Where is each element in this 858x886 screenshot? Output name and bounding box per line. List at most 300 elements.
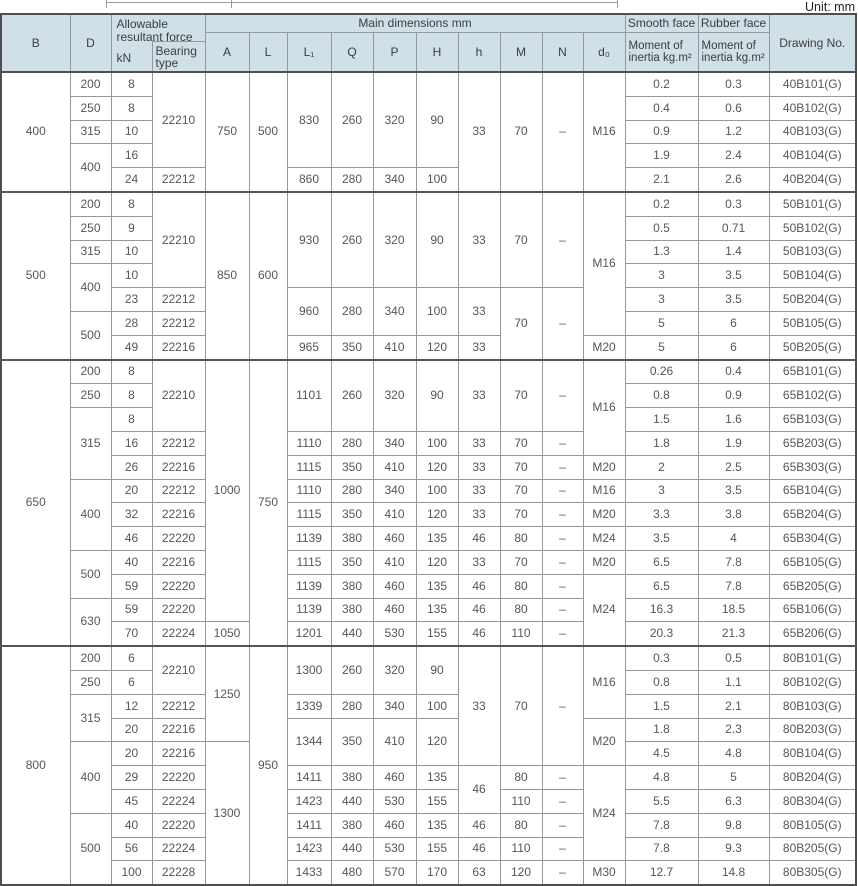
cell-q: 280	[331, 694, 373, 718]
cell-n: –	[542, 72, 583, 192]
cell-rubber-moment: 6	[698, 335, 769, 359]
cell-d: 400	[70, 264, 111, 312]
cell-bearing-type: 22220	[152, 527, 205, 551]
cell-kn: 59	[111, 574, 152, 598]
cell-drawing-no: 50B205(G)	[769, 335, 856, 359]
cell-l1: 1139	[287, 574, 331, 598]
col-header-h-low: h	[458, 33, 500, 73]
cell-n: –	[542, 527, 583, 551]
cell-d: 500	[70, 813, 111, 885]
cell-rubber-moment: 1.6	[698, 408, 769, 432]
cell-n: –	[542, 789, 583, 813]
cell-kn: 10	[111, 240, 152, 264]
cell-kn: 40	[111, 813, 152, 837]
cell-bearing-type: 22228	[152, 861, 205, 885]
cell-h-cap: 135	[416, 813, 458, 837]
cell-h-cap: 100	[416, 431, 458, 455]
cell-d0: M16	[583, 360, 625, 456]
cell-smooth-moment: 1.3	[625, 240, 698, 264]
cell-h-cap: 100	[416, 168, 458, 192]
cell-kn: 9	[111, 216, 152, 240]
cell-h-cap: 100	[416, 479, 458, 503]
cell-smooth-moment: 1.8	[625, 718, 698, 742]
cell-drawing-no: 80B305(G)	[769, 861, 856, 885]
cell-kn: 24	[111, 168, 152, 192]
cell-bearing-type: 22220	[152, 813, 205, 837]
cell-smooth-moment: 0.8	[625, 670, 698, 694]
cell-smooth-moment: 3	[625, 264, 698, 288]
cell-d: 315	[70, 120, 111, 144]
cell-kn: 16	[111, 431, 152, 455]
cell-drawing-no: 65B102(G)	[769, 384, 856, 408]
cell-q: 440	[331, 622, 373, 646]
cell-drawing-no: 40B102(G)	[769, 96, 856, 120]
cell-a: 1300	[205, 742, 249, 885]
cell-d: 200	[70, 360, 111, 384]
cell-d: 400	[70, 144, 111, 192]
cell-p: 460	[373, 766, 416, 790]
cell-p: 340	[373, 288, 416, 336]
cell-rubber-moment: 4.8	[698, 742, 769, 766]
cell-h-cap: 135	[416, 598, 458, 622]
cell-n: –	[542, 550, 583, 574]
table-row	[1, 598, 856, 622]
cell-d0: M20	[583, 335, 625, 359]
cell-d: 500	[70, 311, 111, 359]
cell-kn: 10	[111, 120, 152, 144]
cell-l1: 1115	[287, 550, 331, 574]
cell-d0: M20	[583, 550, 625, 574]
cell-q: 280	[331, 479, 373, 503]
cell-p: 410	[373, 455, 416, 479]
cell-q: 380	[331, 574, 373, 598]
cell-smooth-moment: 0.2	[625, 192, 698, 216]
cell-n: –	[542, 574, 583, 598]
cell-p: 320	[373, 646, 416, 694]
cell-l: 500	[249, 72, 287, 192]
cell-h-cap: 135	[416, 766, 458, 790]
cell-bearing-type: 22220	[152, 766, 205, 790]
cell-q: 380	[331, 598, 373, 622]
cell-h-cap: 90	[416, 72, 458, 168]
col-header-rubber-face: Rubber face	[698, 14, 769, 33]
cell-h-low: 33	[458, 646, 500, 765]
cell-p: 320	[373, 360, 416, 432]
cell-h-cap: 120	[416, 335, 458, 359]
table-row	[1, 861, 856, 885]
cell-d0: M20	[583, 718, 625, 766]
cell-q: 350	[331, 503, 373, 527]
cell-l1: 1433	[287, 861, 331, 885]
table-row	[1, 503, 856, 527]
cell-smooth-moment: 1.8	[625, 431, 698, 455]
table-row	[1, 360, 856, 384]
cell-l: 600	[249, 192, 287, 360]
cell-h-cap: 90	[416, 646, 458, 694]
cell-n: –	[542, 192, 583, 288]
cell-p: 410	[373, 503, 416, 527]
cell-p: 530	[373, 789, 416, 813]
cell-m: 80	[500, 574, 542, 598]
cell-m: 80	[500, 766, 542, 790]
cell-l1: 960	[287, 288, 331, 336]
cell-bearing-type: 22216	[152, 742, 205, 766]
cell-n: –	[542, 455, 583, 479]
cell-kn: 6	[111, 646, 152, 670]
cell-smooth-moment: 6.5	[625, 550, 698, 574]
cell-rubber-moment: 18.5	[698, 598, 769, 622]
cell-d: 315	[70, 408, 111, 479]
cell-rubber-moment: 0.9	[698, 384, 769, 408]
cell-m: 70	[500, 360, 542, 432]
table-row	[1, 694, 856, 718]
cell-smooth-moment: 5.5	[625, 789, 698, 813]
table-row	[1, 574, 856, 598]
cell-drawing-no: 65B205(G)	[769, 574, 856, 598]
cell-l1: 1139	[287, 527, 331, 551]
cell-h-low: 46	[458, 574, 500, 598]
cell-smooth-moment: 4.8	[625, 766, 698, 790]
cell-smooth-moment: 3	[625, 479, 698, 503]
cell-rubber-moment: 7.8	[698, 550, 769, 574]
cell-h-cap: 120	[416, 718, 458, 766]
cell-drawing-no: 65B206(G)	[769, 622, 856, 646]
cell-rubber-moment: 21.3	[698, 622, 769, 646]
cell-d: 200	[70, 192, 111, 216]
cell-l1: 1110	[287, 479, 331, 503]
cell-kn: 10	[111, 264, 152, 288]
cell-smooth-moment: 0.26	[625, 360, 698, 384]
cell-rubber-moment: 3.5	[698, 479, 769, 503]
cell-q: 260	[331, 646, 373, 694]
cell-h-cap: 135	[416, 574, 458, 598]
col-header-m: M	[500, 33, 542, 73]
cell-m: 70	[500, 192, 542, 288]
cropped-figure-remnant-tick	[617, 0, 618, 8]
cell-h-cap: 100	[416, 288, 458, 336]
col-header-q: Q	[331, 33, 373, 73]
cell-smooth-moment: 0.9	[625, 120, 698, 144]
cell-bearing-type: 22220	[152, 598, 205, 622]
cell-smooth-moment: 1.5	[625, 408, 698, 432]
cell-kn: 8	[111, 72, 152, 96]
cell-h-low: 46	[458, 527, 500, 551]
cell-h-cap: 120	[416, 503, 458, 527]
table-row	[1, 527, 856, 551]
cell-bearing-type: 22212	[152, 479, 205, 503]
cell-h-cap: 120	[416, 550, 458, 574]
cell-bearing-type: 22224	[152, 837, 205, 861]
cell-kn: 8	[111, 384, 152, 408]
cell-smooth-moment: 2	[625, 455, 698, 479]
cell-q: 380	[331, 766, 373, 790]
col-header-p: P	[373, 33, 416, 73]
cell-a: 1000	[205, 360, 249, 622]
table-row	[1, 72, 856, 96]
cell-p: 570	[373, 861, 416, 885]
col-header-d0: d₀	[583, 33, 625, 73]
cell-l1: 830	[287, 72, 331, 168]
cell-d: 315	[70, 240, 111, 264]
cell-p: 530	[373, 622, 416, 646]
cell-rubber-moment: 1.4	[698, 240, 769, 264]
cell-h-low: 33	[458, 72, 500, 192]
cell-n: –	[542, 861, 583, 885]
cell-drawing-no: 50B103(G)	[769, 240, 856, 264]
cell-a: 1250	[205, 646, 249, 742]
cell-kn: 8	[111, 360, 152, 384]
cell-smooth-moment: 4.5	[625, 742, 698, 766]
cell-h-cap: 170	[416, 861, 458, 885]
cell-kn: 70	[111, 622, 152, 646]
cell-smooth-moment: 7.8	[625, 837, 698, 861]
cell-drawing-no: 65B104(G)	[769, 479, 856, 503]
cell-kn: 32	[111, 503, 152, 527]
cell-smooth-moment: 5	[625, 335, 698, 359]
cell-bearing-type: 22212	[152, 431, 205, 455]
cell-rubber-moment: 14.8	[698, 861, 769, 885]
cell-l1: 1300	[287, 646, 331, 694]
cell-smooth-moment: 2.1	[625, 168, 698, 192]
cell-p: 530	[373, 837, 416, 861]
cell-l1: 1339	[287, 694, 331, 718]
cell-kn: 20	[111, 742, 152, 766]
cell-m: 80	[500, 598, 542, 622]
cell-bearing-type: 22216	[152, 503, 205, 527]
table-row	[1, 479, 856, 503]
spec-table	[0, 13, 857, 886]
cell-m: 110	[500, 789, 542, 813]
cell-bearing-type: 22212	[152, 694, 205, 718]
cell-rubber-moment: 0.3	[698, 192, 769, 216]
cell-h-cap: 90	[416, 192, 458, 288]
cell-h-cap: 135	[416, 527, 458, 551]
table-row	[1, 288, 856, 312]
cell-d: 250	[70, 670, 111, 694]
cell-n: –	[542, 598, 583, 622]
cell-d: 250	[70, 96, 111, 120]
cell-kn: 59	[111, 598, 152, 622]
cell-d0: M20	[583, 455, 625, 479]
cell-d: 250	[70, 216, 111, 240]
cell-smooth-moment: 0.2	[625, 72, 698, 96]
cell-n: –	[542, 646, 583, 765]
cell-l1: 1115	[287, 503, 331, 527]
cell-n: –	[542, 288, 583, 360]
cell-drawing-no: 40B104(G)	[769, 144, 856, 168]
cell-m: 70	[500, 503, 542, 527]
cell-a: 1050	[205, 622, 249, 646]
cell-smooth-moment: 7.8	[625, 813, 698, 837]
cell-n: –	[542, 503, 583, 527]
cell-rubber-moment: 0.71	[698, 216, 769, 240]
table-row	[1, 431, 856, 455]
cell-m: 70	[500, 479, 542, 503]
cell-smooth-moment: 0.3	[625, 646, 698, 670]
cell-kn: 16	[111, 144, 152, 168]
cell-a: 850	[205, 192, 249, 360]
header-row-top	[1, 14, 856, 33]
cell-smooth-moment: 12.7	[625, 861, 698, 885]
cell-b: 500	[1, 192, 70, 360]
col-header-smooth-moment: Moment of inertia kg.m²	[625, 33, 698, 73]
cell-d: 400	[70, 479, 111, 550]
cell-l1: 1411	[287, 813, 331, 837]
cell-h-low: 33	[458, 288, 500, 336]
cell-m: 70	[500, 455, 542, 479]
cell-m: 70	[500, 288, 542, 360]
cell-h-low: 46	[458, 813, 500, 837]
cell-q: 280	[331, 288, 373, 336]
cell-d: 200	[70, 72, 111, 96]
cell-l1: 1110	[287, 431, 331, 455]
cell-p: 410	[373, 335, 416, 359]
cell-drawing-no: 50B102(G)	[769, 216, 856, 240]
col-header-smooth-face: Smooth face	[625, 14, 698, 33]
cell-drawing-no: 65B204(G)	[769, 503, 856, 527]
cell-p: 460	[373, 574, 416, 598]
table-row	[1, 168, 856, 192]
cell-d: 500	[70, 550, 111, 598]
cell-h-low: 46	[458, 837, 500, 861]
cell-d: 250	[70, 384, 111, 408]
table-row	[1, 335, 856, 359]
cropped-figure-remnant-tick	[106, 0, 107, 8]
table-row	[1, 813, 856, 837]
cell-drawing-no: 80B102(G)	[769, 670, 856, 694]
cell-drawing-no: 80B105(G)	[769, 813, 856, 837]
cell-rubber-moment: 6.3	[698, 789, 769, 813]
cell-h-low: 46	[458, 766, 500, 814]
cell-drawing-no: 80B104(G)	[769, 742, 856, 766]
cell-q: 350	[331, 718, 373, 766]
cell-bearing-type: 22210	[152, 646, 205, 694]
cell-h-low: 33	[458, 503, 500, 527]
spec-table-header	[1, 14, 856, 72]
cell-n: –	[542, 360, 583, 432]
cell-rubber-moment: 1.9	[698, 431, 769, 455]
cell-l1: 1101	[287, 360, 331, 432]
cell-drawing-no: 65B203(G)	[769, 431, 856, 455]
cell-h-cap: 155	[416, 622, 458, 646]
cell-rubber-moment: 2.3	[698, 718, 769, 742]
cell-l: 950	[249, 646, 287, 885]
cell-smooth-moment: 1.9	[625, 144, 698, 168]
cell-h-cap: 155	[416, 837, 458, 861]
cell-drawing-no: 80B101(G)	[769, 646, 856, 670]
cell-q: 260	[331, 360, 373, 432]
cell-rubber-moment: 4	[698, 527, 769, 551]
cell-q: 380	[331, 527, 373, 551]
cell-h-cap: 90	[416, 360, 458, 432]
col-header-allowable-group	[111, 14, 205, 72]
cell-p: 460	[373, 598, 416, 622]
cell-a: 750	[205, 72, 249, 192]
cell-rubber-moment: 2.6	[698, 168, 769, 192]
cell-rubber-moment: 3.5	[698, 264, 769, 288]
col-header-bearing-type: Bearing type	[152, 41, 205, 71]
cell-smooth-moment: 0.5	[625, 216, 698, 240]
cell-p: 460	[373, 527, 416, 551]
cell-drawing-no: 65B303(G)	[769, 455, 856, 479]
cell-bearing-type: 22212	[152, 168, 205, 192]
table-row	[1, 622, 856, 646]
table-row	[1, 837, 856, 861]
cell-q: 350	[331, 455, 373, 479]
cell-drawing-no: 80B304(G)	[769, 789, 856, 813]
cell-l1: 1423	[287, 789, 331, 813]
cell-p: 320	[373, 192, 416, 288]
cell-b: 800	[1, 646, 70, 885]
cell-bearing-type: 22216	[152, 718, 205, 742]
cell-l1: 1411	[287, 766, 331, 790]
cell-rubber-moment: 1.1	[698, 670, 769, 694]
cell-bearing-type: 22210	[152, 72, 205, 168]
cell-drawing-no: 40B103(G)	[769, 120, 856, 144]
cell-smooth-moment: 3.3	[625, 503, 698, 527]
cell-n: –	[542, 813, 583, 837]
cell-p: 340	[373, 168, 416, 192]
table-row	[1, 550, 856, 574]
cell-p: 340	[373, 694, 416, 718]
table-row	[1, 646, 856, 670]
cell-drawing-no: 40B204(G)	[769, 168, 856, 192]
cell-drawing-no: 80B205(G)	[769, 837, 856, 861]
cell-kn: 23	[111, 288, 152, 312]
cell-bearing-type: 22216	[152, 335, 205, 359]
cell-q: 380	[331, 813, 373, 837]
cropped-figure-remnant-tick	[231, 0, 232, 8]
cell-m: 80	[500, 813, 542, 837]
cell-n: –	[542, 622, 583, 646]
col-header-drawing-no: Drawing No.	[769, 14, 856, 72]
cell-rubber-moment: 2.5	[698, 455, 769, 479]
cell-kn: 49	[111, 335, 152, 359]
cell-l1: 1115	[287, 455, 331, 479]
col-header-d: D	[70, 14, 111, 72]
cell-p: 410	[373, 718, 416, 766]
cell-kn: 8	[111, 192, 152, 216]
cell-kn: 56	[111, 837, 152, 861]
table-row	[1, 789, 856, 813]
cell-kn: 100	[111, 861, 152, 885]
cell-p: 340	[373, 479, 416, 503]
cell-n: –	[542, 837, 583, 861]
cell-rubber-moment: 0.6	[698, 96, 769, 120]
cell-d0: M16	[583, 479, 625, 503]
cell-bearing-type: 22220	[152, 574, 205, 598]
cell-rubber-moment: 2.4	[698, 144, 769, 168]
cell-drawing-no: 50B105(G)	[769, 311, 856, 335]
cell-q: 260	[331, 192, 373, 288]
allowable-title: Allowable resultant force	[116, 17, 193, 44]
cell-smooth-moment: 1.5	[625, 694, 698, 718]
cell-bearing-type: 22212	[152, 311, 205, 335]
cell-rubber-moment: 1.2	[698, 120, 769, 144]
cell-q: 350	[331, 550, 373, 574]
cell-m: 70	[500, 646, 542, 765]
cell-kn: 28	[111, 311, 152, 335]
cell-l1: 860	[287, 168, 331, 192]
col-header-rubber-moment: Moment of inertia kg.m²	[698, 33, 769, 73]
cell-h-low: 33	[458, 455, 500, 479]
cell-d: 200	[70, 646, 111, 670]
table-row	[1, 455, 856, 479]
table-row	[1, 766, 856, 790]
cell-p: 320	[373, 72, 416, 168]
cell-bearing-type: 22210	[152, 360, 205, 432]
cell-kn: 12	[111, 694, 152, 718]
